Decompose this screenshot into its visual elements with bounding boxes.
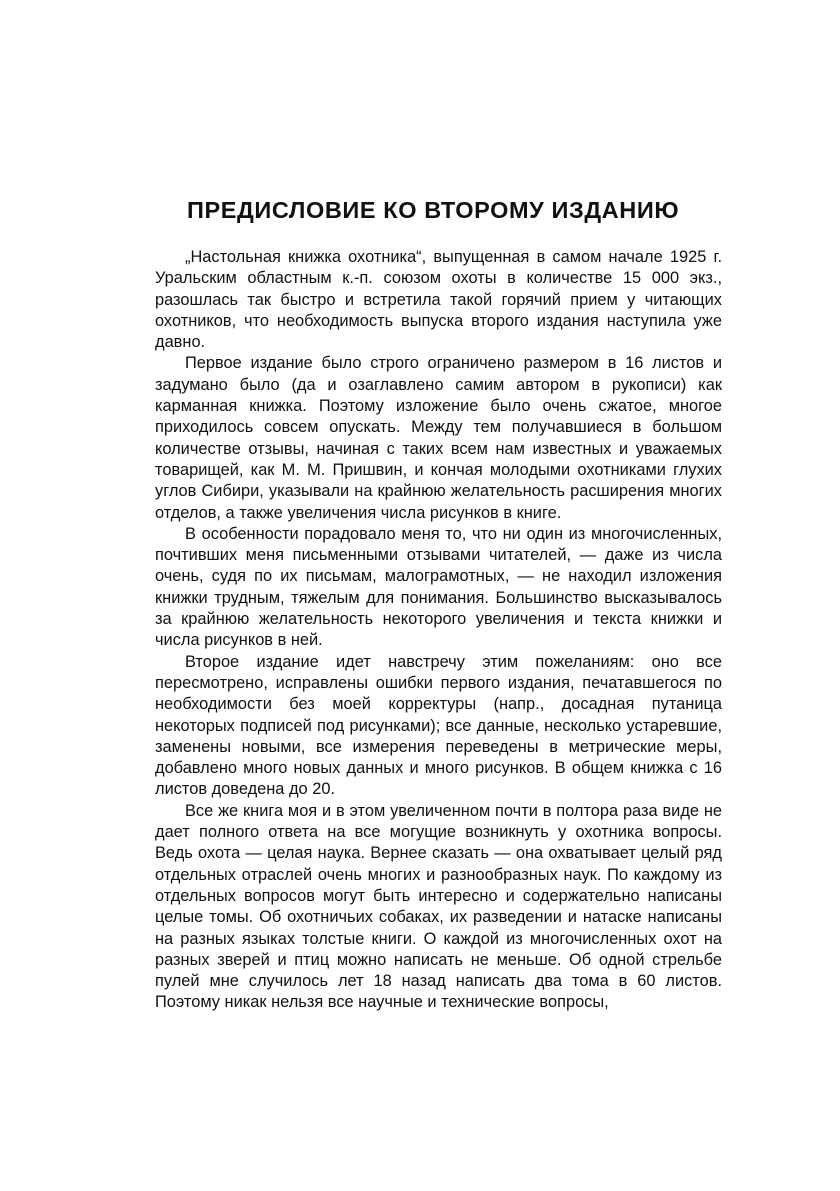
book-page <box>155 195 722 1014</box>
paragraph-2: Первое издание было строго ограничено размером в 16 листов и задумано было (да и озаглавлено самим автором в рукописи) как карманная книжка. Поэтому изложение было очень сжатое, многое приходилось совсем опускать. Между тем получавшиеся в большом количестве отзывы, начиная с таких всем нам известных и уважаемых товарищей, как М. М. Пришвин, и кончая молодыми охотниками глухих углов Сибири, указывали на крайнюю желательность расширения многих отделов, а также увеличения числа рисунков в книге. <box>155 354 722 522</box>
paragraph-5: Все же книга моя и в этом увеличенном почти в полтора раза виде не дает полного ответа на все могущие возникнуть у охотника вопросы. Ведь охота — целая наука. Вернее сказать — она охватывает целый ряд отдельных отраслей очень многих и разнообразных наук. По каждому из отдельных вопросов могут быть интересно и содержательно написаны целые томы. Об охотничьих собаках, их разведении и натаске написаны на разных языках толстые книги. О каждой из многочисленных охот на разных зверей и птиц можно написать не меньше. Об одной стрельбе пулей мне случилось лет 18 назад написать два тома в 60 листов. Поэтому никак нельзя все научные и технические вопросы, <box>155 801 722 1012</box>
paragraph-1: „Настольная книжка охотника“, выпущенная в самом начале 1925 г. Уральским областным к.-п. союзом охоты в количестве 15 000 экз., разошлась так быстро и встретила такой горячий прием у читающих охотников, что необходимость выпуска второго издания наступила уже давно. <box>155 248 722 352</box>
page-title: ПРЕДИСЛОВИЕ КО ВТОРОМУ ИЗДАНИЮ <box>187 197 680 223</box>
paragraph-4: Второе издание идет навстречу этим пожеланиям: оно все пересмотрено, исправлены ошибки первого издания, печатавшегося по необходимости без моей корректуры (напр., досадная путаница некоторых подписей под рисунками); все данные, несколько устаревшие, заменены новыми, все измерения переведены в метрические меры, добавлено много новых данных и много рисунков. В общем книжка с 16 листов доведена до 20. <box>155 652 722 799</box>
paragraph-3: В особенности порадовало меня то, что ни один из многочисленных, почтивших меня письменными отзывами читателей, — даже из числа очень, судя по их письмам, малограмотных, — не находил изложения книжки трудным, тяжелым для понимания. Большинство высказывалось за крайнюю желательность некоторого увеличения и текста книжки и числа рисунков в ней. <box>155 524 722 650</box>
